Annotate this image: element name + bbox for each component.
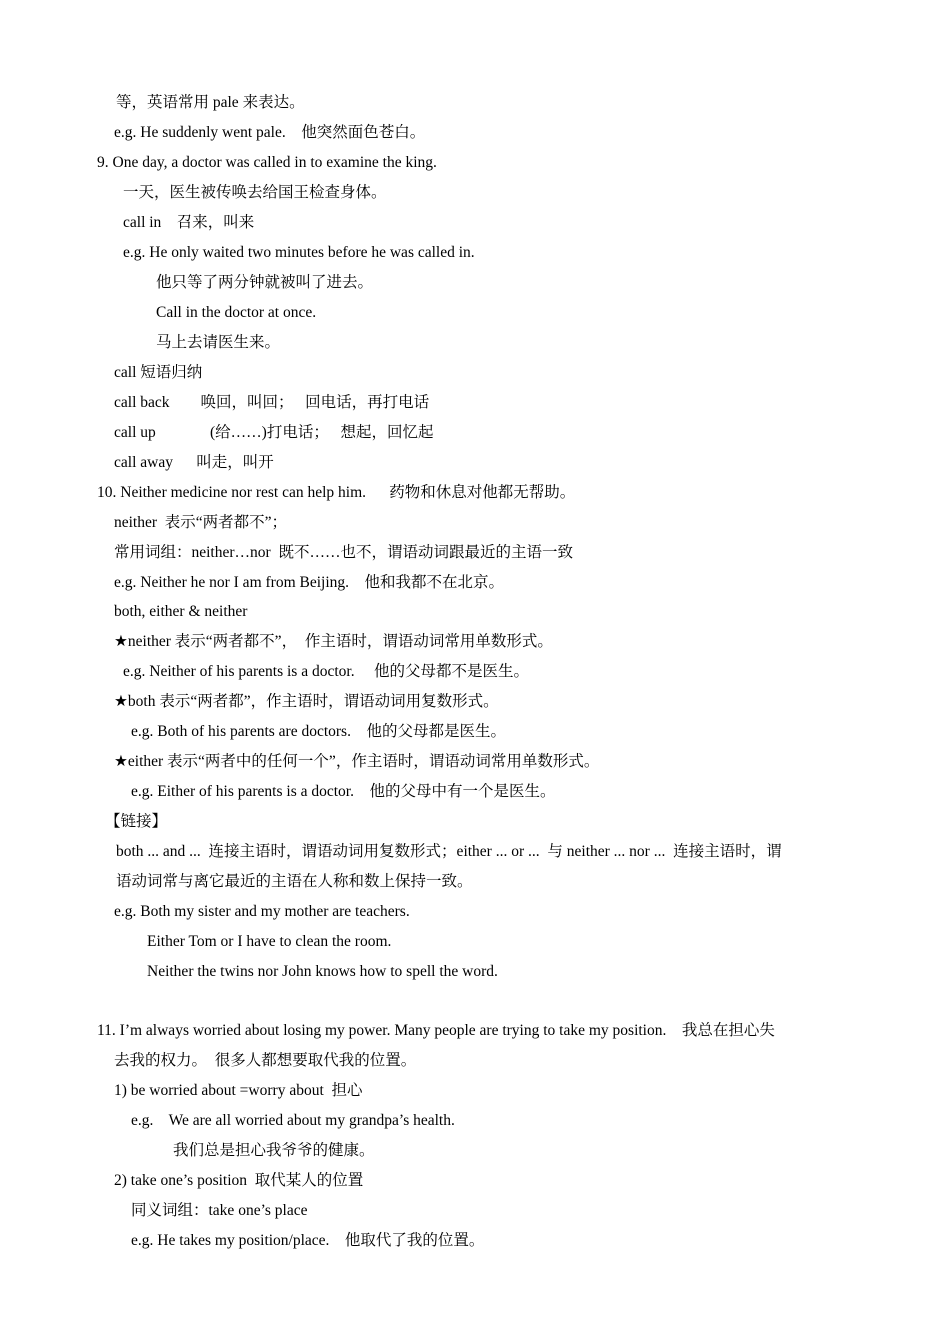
text-line: 我们总是担心我爷爷的健康。 [173, 1142, 375, 1159]
text-line: Either Tom or I have to clean the room. [147, 933, 392, 950]
text-line: 1) be worried about =worry about 担心 [114, 1082, 363, 1099]
text-line: call in 召来，叫来 [123, 214, 255, 231]
link-heading: 【链接】 [105, 813, 168, 830]
text-line: ★neither 表示“两者都不”， 作主语时，谓语动词常用单数形式。 [114, 633, 553, 650]
text-line: call back 唤回，叫回； 回电话，再打电话 [114, 394, 430, 411]
item-11-heading: 11. I’m always worried about losing my power. Many people are trying to take my position. 我总在担心失 [97, 1022, 775, 1039]
text-line: neither 表示“两者都不”； [114, 514, 288, 531]
text-line: e.g. Both of his parents are doctors. 他的父母都是医生。 [131, 723, 506, 740]
item-10-heading: 10. Neither medicine nor rest can help him. 药物和休息对他都无帮助。 [97, 484, 576, 501]
text-line: call up (给……)打电话； 想起，回忆起 [114, 424, 434, 441]
text-line: call 短语归纳 [114, 364, 203, 381]
text-line: 等，英语常用 pale 来表达。 [116, 94, 305, 111]
text-line: e.g. He suddenly went pale. 他突然面色苍白。 [114, 124, 426, 141]
text-line: e.g. He only waited two minutes before he was called in. [123, 244, 475, 261]
text-line: 语动词常与离它最近的主语在人称和数上保持一致。 [116, 873, 473, 890]
text-line: 2) take one’s position 取代某人的位置 [114, 1172, 364, 1189]
text-line: e.g. Both my sister and my mother are teachers. [114, 903, 410, 920]
text-line: 马上去请医生来。 [156, 334, 281, 351]
text-line: e.g. He takes my position/place. 他取代了我的位置。 [131, 1232, 485, 1249]
text-line: e.g. Neither he nor I am from Beijing. 他和我都不在北京。 [114, 574, 505, 591]
text-line: e.g. Either of his parents is a doctor. 他的父母中有一个是医生。 [131, 783, 556, 800]
text-line: 同义词组：take one’s place [131, 1202, 308, 1219]
text-line: Call in the doctor at once. [156, 304, 317, 321]
text-line: 一天，医生被传唤去给国王检查身体。 [123, 184, 387, 201]
text-line: ★both 表示“两者都”，作主语时，谓语动词用复数形式。 [114, 693, 499, 710]
text-line: call away 叫走，叫开 [114, 454, 274, 471]
text-line: e.g. Neither of his parents is a doctor. 他的父母都不是医生。 [123, 663, 529, 680]
text-line: 他只等了两分钟就被叫了进去。 [156, 274, 374, 291]
text-line: 常用词组：neither…nor 既不……也不，谓语动词跟最近的主语一致 [114, 544, 573, 561]
text-line: both ... and ... 连接主语时，谓语动词用复数形式；either ... or ... 与 neither ... nor ... 连接主语时，谓 [116, 843, 782, 860]
text-line: e.g. We are all worried about my grandpa’s health. [131, 1112, 455, 1129]
text-line: 去我的权力。 很多人都想要取代我的位置。 [114, 1052, 417, 1069]
text-line: ★either 表示“两者中的任何一个”，作主语时，谓语动词常用单数形式。 [114, 753, 600, 770]
text-line: both, either & neither [114, 603, 248, 620]
text-line: Neither the twins nor John knows how to spell the word. [147, 963, 498, 980]
item-9-heading: 9. One day, a doctor was called in to examine the king. [97, 154, 437, 171]
